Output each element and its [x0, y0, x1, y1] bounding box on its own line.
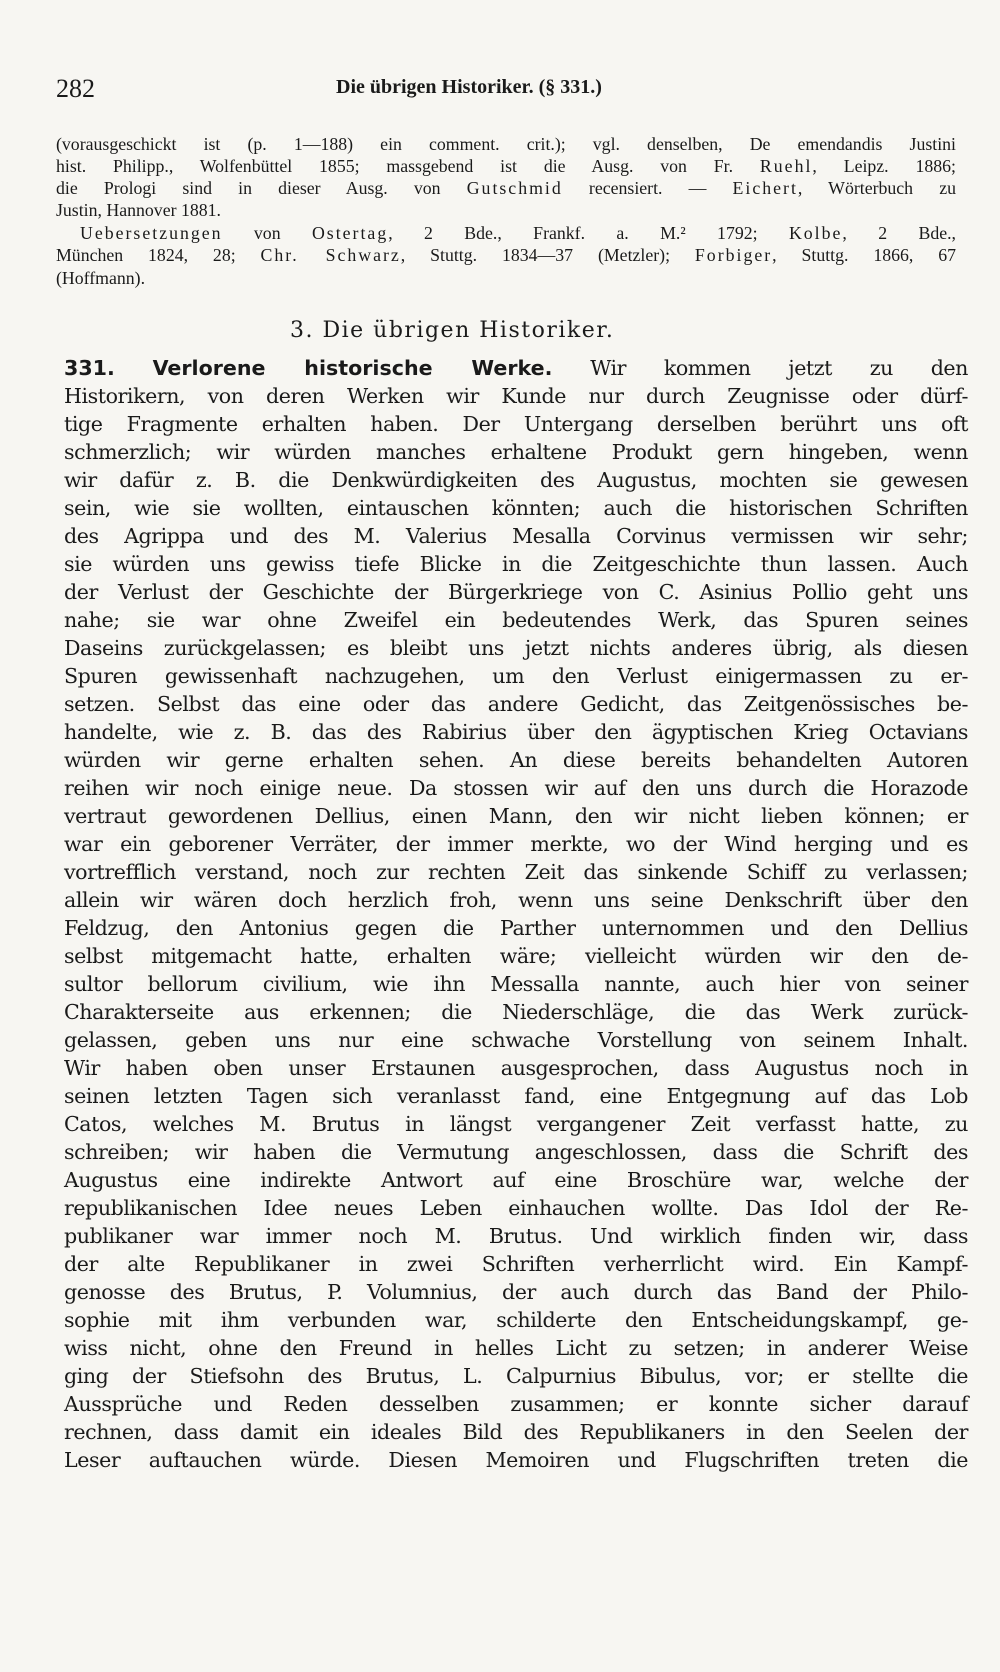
body-line: sophie mit ihm verbunden war, schilderte den Entscheidungskampf, ge- [64, 1308, 968, 1332]
body-line: schmerzlich; wir würden manches erhaltene Produkt gern hingeben, wenn [64, 440, 968, 464]
running-title: Die übrigen Historiker. (§ 331.) [336, 76, 602, 98]
body-line: des Agrippa und des M. Valerius Mesalla Corvinus vermissen wir sehr; [64, 524, 968, 548]
footnote-text: , Stuttg. 1834—37 (Metzler); [400, 245, 671, 265]
footnote-text: hist. Philipp., Wolfenbüttel 1855; massgebend ist die Ausg. von Fr. [56, 156, 734, 176]
body-line: Aussprüche und Reden desselben zusammen; er konnte sicher darauf [64, 1392, 968, 1416]
footnote-text: , Leipz. 1886; [812, 156, 956, 176]
body-line: reihen wir noch einige neue. Da stossen wir auf den uns durch die Horazode [64, 776, 968, 800]
footnote-text: die Prologi sind in dieser Ausg. von [56, 178, 441, 198]
footnote-text: München 1824, 28; [56, 245, 236, 265]
footnote-text: von [222, 223, 281, 243]
body-line: nahe; sie war ohne Zweifel ein bedeutendes Werk, das Spuren seines [64, 608, 968, 632]
body-line: Historikern, von deren Werken wir Kunde nur durch Zeugnisse oder dürf- [64, 384, 968, 408]
body-line: gelassen, geben uns nur eine schwache Vorstellung von seinem Inhalt. [64, 1028, 968, 1052]
footnote-line [56, 245, 956, 266]
body-line: Wir haben oben unser Erstaunen ausgesprochen, dass Augustus noch in [64, 1056, 968, 1080]
spaced-author-name: Ruehl [759, 156, 813, 176]
footnote-text: (Hoffmann). [56, 268, 146, 288]
body-line: selbst mitgemacht hatte, erhalten wäre; vielleicht würden wir den de- [64, 944, 968, 968]
footnote-line [56, 178, 956, 199]
body-line: sultor bellorum civilium, wie ihn Messalla nannte, auch hier von seiner [64, 972, 968, 996]
body-line: rechnen, dass damit ein ideales Bild des Republikaners in den Seelen der [64, 1420, 968, 1444]
footnote-line [56, 268, 956, 289]
body-line: Augustus eine indirekte Antwort auf eine Broschüre war, welche der [64, 1168, 968, 1192]
footnote-text: , 2 Bde., Frankf. a. M.² 1792; [388, 223, 758, 243]
body-line: war ein geborener Verräter, der immer merkte, wo der Wind herging und es [64, 832, 968, 856]
section-number: 331. [64, 356, 115, 380]
footnote-text: , 2 Bde., [842, 223, 957, 243]
footnote-line [80, 223, 956, 244]
spaced-heading-word: Uebersetzungen [80, 223, 223, 243]
body-line: allein wir wären doch herzlich froh, wenn uns seine Denkschrift über den [64, 888, 968, 912]
body-text-span: Wir kommen jetzt zu den [552, 356, 968, 380]
footnote-text: , Stuttg. 1866, 67 [772, 245, 956, 265]
body-line: wiss nicht, ohne den Freund in helles Licht zu setzen; in anderer Weise [64, 1336, 968, 1360]
body-line: handelte, wie z. B. das des Rabirius über den ägyptischen Krieg Octavians [64, 720, 968, 744]
body-line: Leser auftauchen würde. Diesen Memoiren und Flugschriften treten die [64, 1448, 968, 1472]
body-line: vortrefflich verstand, noch zur rechten Zeit das sinkende Schiff zu verlassen; [64, 860, 968, 884]
section-title: Verlorene historische Werke. [152, 356, 553, 380]
spaced-author-name: Ostertag [311, 223, 389, 243]
spaced-author-name: Kolbe [788, 223, 843, 243]
footnote-text: recensiert. — [562, 178, 707, 198]
footnote-line [56, 134, 956, 155]
body-line: schreiben; wir haben die Vermutung angeschlossen, dass die Schrift des [64, 1140, 968, 1164]
body-line: tige Fragmente erhalten haben. Der Untergang derselben berührt uns oft [64, 412, 968, 436]
footnote-line [56, 200, 956, 221]
body-line: Charakterseite aus erkennen; die Niederschläge, die das Werk zurück- [64, 1000, 968, 1024]
body-line: genosse des Brutus, P. Volumnius, der auch durch das Band der Philo- [64, 1280, 968, 1304]
body-line: wir dafür z. B. die Denkwürdigkeiten des Augustus, mochten sie gewesen [64, 468, 968, 492]
page-number: 282 [56, 74, 95, 103]
body-line-first [64, 354, 968, 382]
spaced-author-name: Gutschmid [466, 178, 563, 198]
footnote-text: Justin, Hannover 1881. [56, 200, 221, 220]
spaced-author-name: Forbiger [694, 245, 773, 265]
body-line: Spuren gewissenhaft nachzugehen, um den Verlust einigermassen zu er- [64, 664, 968, 688]
body-line: seinen letzten Tagen sich veranlasst fand, eine Entgegnung auf das Lob [64, 1084, 968, 1108]
body-line: Catos, welches M. Brutus in längst vergangener Zeit verfasst hatte, zu [64, 1112, 968, 1136]
body-line: setzen. Selbst das eine oder das andere Gedicht, das Zeitgenössisches be- [64, 692, 968, 716]
body-line: der Verlust der Geschichte der Bürgerkriege von C. Asinius Pollio geht uns [64, 580, 968, 604]
body-line: sie würden uns gewiss tiefe Blicke in die Zeitgeschichte thun lassen. Auch [64, 552, 968, 576]
body-line: sein, wie sie wollten, eintauschen könnten; auch die historischen Schriften [64, 496, 968, 520]
footnote-line [56, 156, 956, 177]
body-line: ging der Stiefsohn des Brutus, L. Calpurnius Bibulus, vor; er stellte die [64, 1364, 968, 1388]
body-line: vertraut gewordenen Dellius, einen Mann, den wir nicht lieben können; er [64, 804, 968, 828]
body-line: publikaner war immer noch M. Brutus. Und wirklich finden wir, dass [64, 1224, 968, 1248]
footnote-text: (vorausgeschickt ist (p. 1—188) ein comment. crit.); vgl. denselben, De emendandis Justini [56, 134, 956, 154]
body-line: Feldzug, den Antonius gegen die Parther unternommen und den Dellius [64, 916, 968, 940]
body-line: würden wir gerne erhalten sehen. An diese bereits behandelten Autoren [64, 748, 968, 772]
body-line: Daseins zurückgelassen; es bleibt uns jetzt nichts anderes übrig, als diesen [64, 636, 968, 660]
spaced-author-name: Eichert [732, 178, 798, 198]
footnote-text: , Wörterbuch zu [797, 178, 956, 198]
body-line: republikanischen Idee neues Leben einhauchen wollte. Das Idol der Re- [64, 1196, 968, 1220]
body-line: der alte Republikaner in zwei Schriften verherrlicht wird. Ein Kampf- [64, 1252, 968, 1276]
section-heading: 3. Die übrigen Historiker. [290, 318, 615, 343]
running-head [56, 74, 936, 108]
spaced-author-name: Chr. Schwarz [260, 245, 401, 265]
